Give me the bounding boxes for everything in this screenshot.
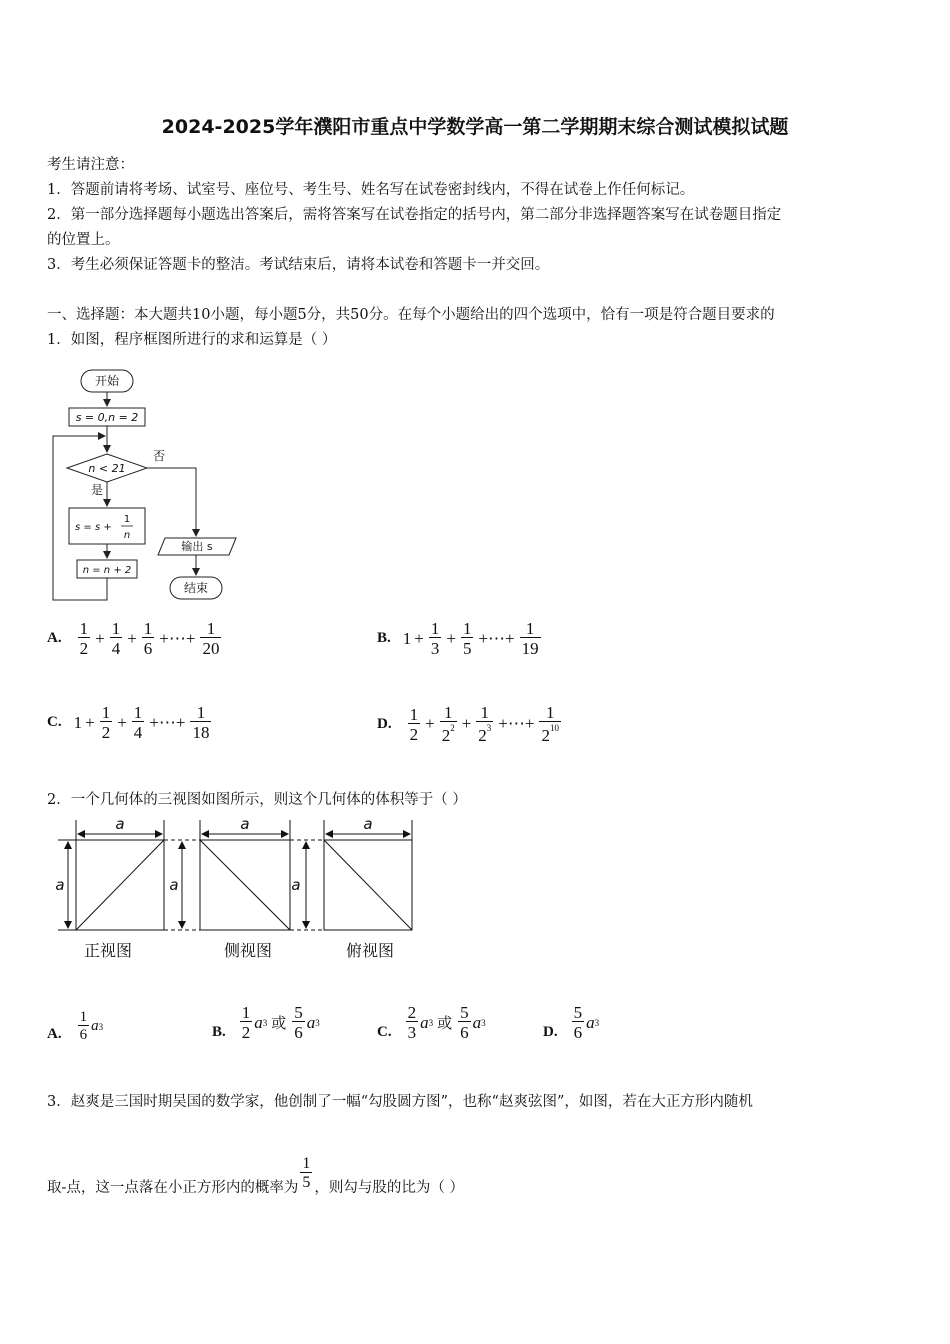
notice-item: 1．答题前请将考场、试室号、座位号、考生号、姓名写在试卷密封线内，不得在试卷上作任何标记。 (47, 182, 695, 198)
or-word: 或 (271, 1014, 287, 1032)
question-stem: 3．赵爽是三国时期吴国的数学家，他创制了一幅“勾股圆方图”，也称“赵爽弦图”，如图，若在大正方形内随机 (47, 1094, 753, 1110)
view-caption: 正视图 (83, 941, 133, 960)
question-stem: 2．一个几何体的三视图如图所示，则这个几何体的体积等于（ ） (47, 792, 467, 808)
update-s-label: s = s + (75, 522, 112, 533)
no-label: 否 (153, 449, 166, 463)
or-word: 或 (437, 1014, 453, 1032)
option-d[interactable]: D. $\frac{5}{6}$ a 3 (543, 1003, 600, 1042)
dim-label: a (240, 815, 250, 833)
notice-heading: 考生请注意： (47, 157, 134, 173)
option-label: B. (212, 1024, 226, 1040)
update-s-denominator: n (123, 530, 131, 541)
prob-denominator: 5 (302, 1174, 311, 1191)
option-b[interactable]: B. 1 + $\frac{1}{3}$ + $\frac{1}{5}$ +⋯+ $\frac{1}{19}$ (377, 619, 539, 658)
option-b[interactable]: B. $\frac{1}{2}$ a 3 或 $\frac{5}{6}$ a 3 (212, 1003, 320, 1042)
condition-label: n < 21 (88, 462, 126, 475)
option-label: C. (47, 714, 62, 730)
view-caption: 俯视图 (345, 941, 395, 960)
option-label: A. (47, 630, 62, 646)
three-view-diagram (48, 812, 420, 964)
init-label: s = 0,n = 2 (75, 411, 139, 424)
dim-label: a (363, 815, 373, 833)
dim-label: a (169, 876, 179, 894)
output-label: 输出 s (181, 540, 213, 553)
section-heading: 一、选择题：本大题共10小题，每小题5分，共50分。在每个小题给出的四个选项中，恰有一项是符合题目要求的 (47, 307, 775, 323)
option-c[interactable]: C. $\frac{2}{3}$ a 3 或 $\frac{5}{6}$ a 3 (377, 1003, 486, 1042)
update-n-label: n = n + 2 (82, 565, 132, 576)
option-d[interactable]: D. $\frac{1}{2}$ + $\frac{1}{2^2}$ + $\frac{1}{2^3}$ +⋯+ $\frac{1}{2^{10}}$ (377, 703, 559, 745)
prob-numerator: 1 (302, 1155, 311, 1172)
update-s-numerator: 1 (123, 514, 131, 525)
notice-item: 的位置上。 (47, 232, 120, 248)
dim-label: a (291, 876, 301, 894)
yes-label: 是 (91, 483, 104, 497)
option-label: A. (47, 1026, 62, 1042)
page-title: 2024-2025学年濮阳市重点中学数学高一第二学期期末综合测试模拟试题 (161, 116, 789, 138)
question-stem: 1．如图，程序框图所进行的求和运算是（ ） (47, 332, 337, 348)
start-label: 开始 (94, 374, 120, 388)
option-a[interactable]: A. $\frac{1}{6}$ a 3 (47, 1009, 104, 1043)
dim-label: a (55, 876, 65, 894)
question-stem-continued: 取-点，这一点落在小正方形内的概率为 $\frac{1}{5}$ ，则勾与股的比为（ ） (47, 1155, 465, 1196)
option-a[interactable]: A. $\frac{1}{2}$ + $\frac{1}{4}$ + $\frac{1}{6}$ +⋯+ $\frac{1}{20}$ (47, 619, 220, 658)
option-c[interactable]: C. 1 + $\frac{1}{2}$ + $\frac{1}{4}$ +⋯+ $\frac{1}{18}$ (47, 703, 210, 742)
notice-item: 3．考生必须保证答题卡的整洁。考试结束后，请将本试卷和答题卡一并交回。 (47, 257, 550, 273)
option-label: D. (543, 1024, 558, 1040)
dim-label: a (115, 815, 125, 833)
option-label: C. (377, 1024, 392, 1040)
option-label: B. (377, 630, 391, 646)
end-label: 结束 (183, 581, 209, 595)
program-flowchart (45, 360, 245, 610)
notice-item: 2．第一部分选择题每小题选出答案后，需将答案写在试卷指定的括号内，第二部分非选择题答案写在试卷题目指定 (47, 207, 782, 223)
view-caption: 侧视图 (223, 941, 273, 960)
option-label: D. (377, 715, 392, 732)
